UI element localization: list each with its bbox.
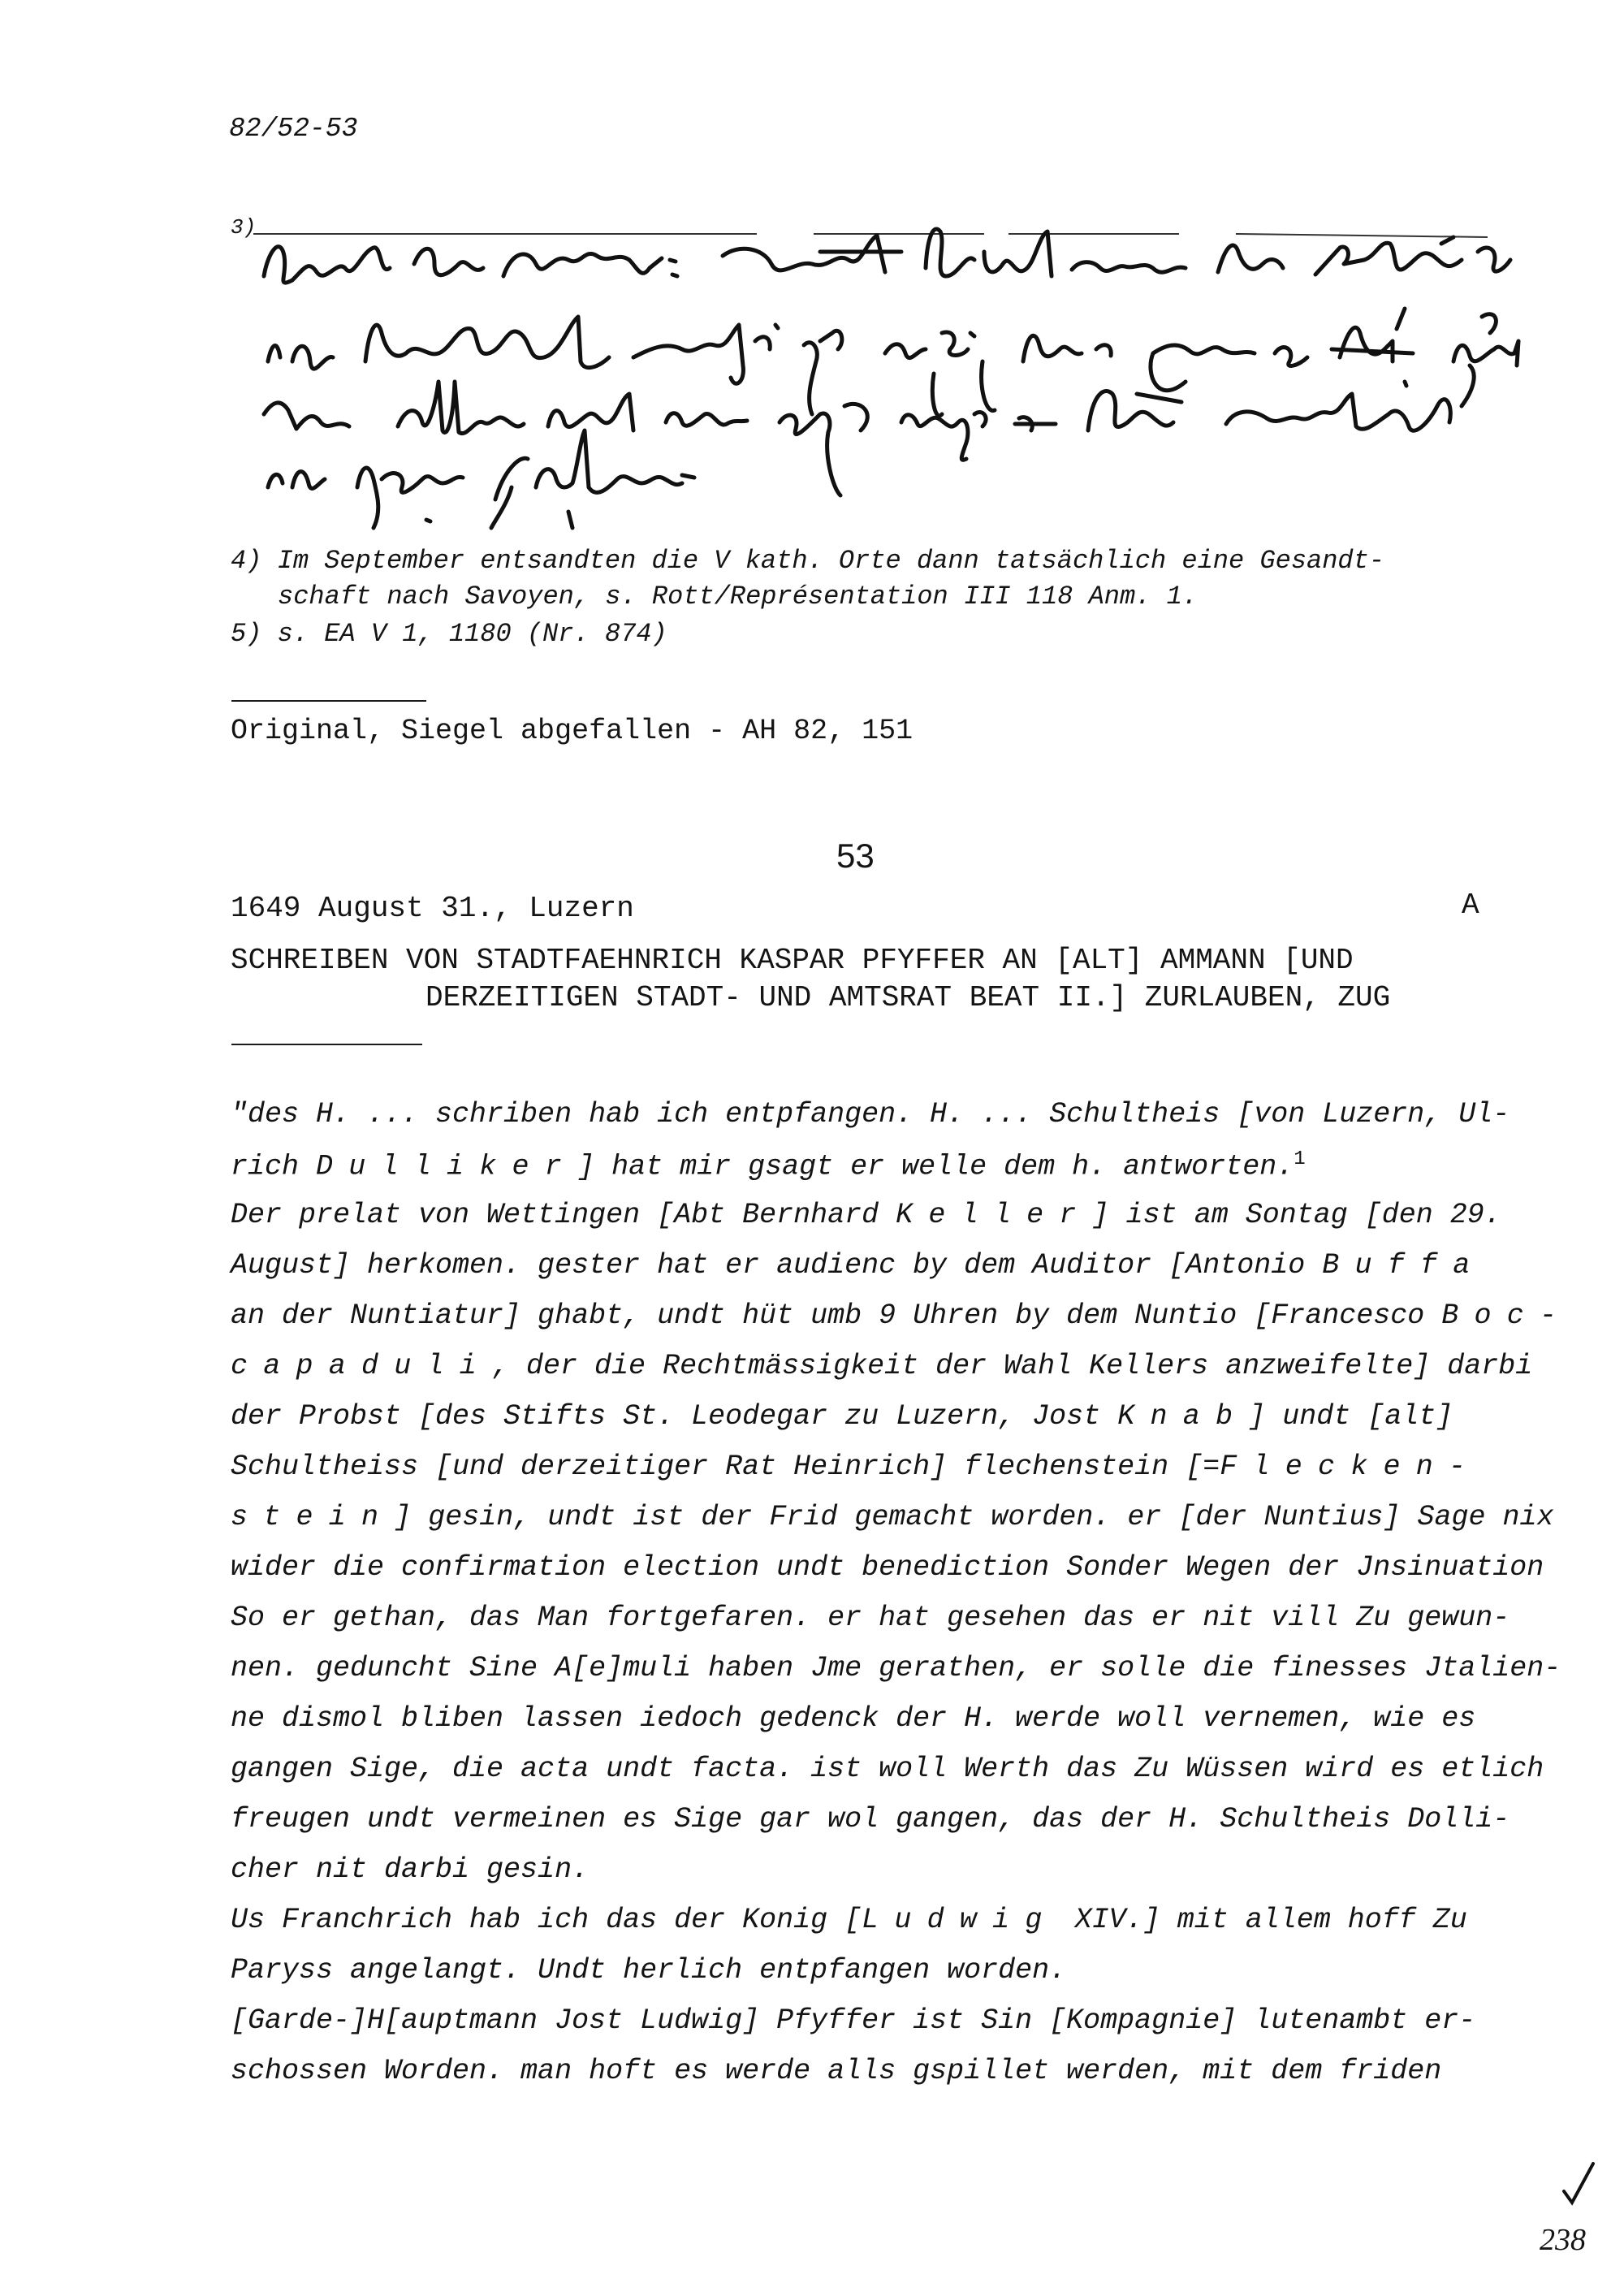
source-note: Original, Siegel abgefallen - AH 82, 151 (231, 715, 914, 747)
body-text-run: Schultheiss [und derzeitiger Rat Heinrich] flechenstein [= (231, 1451, 1220, 1483)
body-line: schossen Worden. man hoft es werde alls gspillet werden, mit dem friden (231, 2055, 1442, 2087)
body-text-run: rich (231, 1150, 317, 1183)
document-number: 53 (836, 837, 875, 875)
spaced-name: Buffa (1322, 1249, 1486, 1282)
folio-number: 238 (1540, 2223, 1586, 2257)
source-separator-rule (231, 700, 426, 702)
body-line: Paryss angelangt. Undt herlich entpfangen worden. (231, 1954, 1067, 1987)
body-separator-rule (231, 1044, 422, 1045)
body-line (231, 1249, 1486, 1282)
body-text-run: an der Nuntiatur] ghabt, undt hüt umb 9 Uhren by dem Nuntio [Francesco (231, 1299, 1442, 1332)
body-text-run: ] ist am Sontag [den 29. (1091, 1199, 1501, 1231)
body-line: cher nit darbi gesin. (231, 1853, 590, 1886)
footnote-4: 4) Im September entsandten die V kath. Orte dann tatsächlich eine Gesandt- (231, 546, 1385, 576)
reference-code: 82/52-53 (229, 114, 358, 144)
body-line: wider die confirmation election undt benediction Sonder Wegen der Jnsinuation (231, 1551, 1544, 1584)
body-text-run: ] hat mir gsagt er welle dem h. antworten. (577, 1150, 1294, 1183)
body-text-run: ] undt [alt] (1248, 1400, 1453, 1433)
body-text-run: , der die Rechtmässigkeit der Wahl Kellers anzweifelte] darbi (492, 1350, 1533, 1382)
document-date-place: 1649 August 31., Luzern (231, 892, 634, 925)
footnote-4-continuation: schaft nach Savoyen, s. Rott/Représentation III 118 Anm. 1. (278, 582, 1198, 612)
body-line (231, 1350, 1532, 1382)
spaced-name: Dulliker (316, 1150, 578, 1183)
document-grade: A (1462, 889, 1479, 922)
document-heading-line-1: SCHREIBEN VON STADTFAEHNRICH KASPAR PFYFFER AN [ALT] AMMANN [UND (231, 944, 1354, 977)
spaced-name: capaduli (231, 1350, 493, 1382)
handwritten-note-facsimile (260, 219, 1527, 540)
spaced-name: stein (231, 1501, 395, 1533)
body-line (231, 1199, 1501, 1231)
spaced-name: Ludwig (862, 1904, 1058, 1936)
body-line: freugen undt vermeinen es Sige gar wol gangen, das der H. Schultheis Dolli- (231, 1803, 1510, 1835)
body-line: [Garde-]H[auptmann Jost Ludwig] Pfyffer ist Sin [Kompagnie] lutenambt er- (231, 2004, 1476, 2037)
body-line: gangen Sige, die acta undt facta. ist woll Werth das Zu Wüssen wird es etlich (231, 1753, 1544, 1785)
body-line: "des H. ... schriben hab ich entpfangen. H. ... Schultheis [von Luzern, Ul- (231, 1098, 1510, 1131)
body-text-run: Us Franchrich hab ich das der Konig [ (231, 1904, 862, 1936)
body-text-run: Der prelat von Wettingen [Abt Bernhard (231, 1199, 896, 1231)
spaced-name: Keller (896, 1199, 1092, 1231)
body-line: nen. geduncht Sine A[e]muli haben Jme gerathen, er solle die finesses Jtalien- (231, 1652, 1561, 1684)
body-line (231, 1148, 1306, 1183)
body-text-run: der Probst [des Stifts St. Leodegar zu Luzern, Jost (231, 1400, 1118, 1433)
body-line (231, 1299, 1572, 1332)
check-mark-icon (1557, 2160, 1598, 2209)
body-line: So er gethan, das Man fortgefaren. er hat gesehen das er nit vill Zu gewun- (231, 1602, 1510, 1634)
spaced-name: Flecken- (1220, 1451, 1482, 1483)
handwritten-note-label: 3) (231, 215, 257, 240)
document-heading-line-2: DERZEITIGEN STADT- UND AMTSRAT BEAT II.] ZURLAUBEN, ZUG (425, 981, 1391, 1014)
spaced-name: Boc- (1441, 1299, 1573, 1332)
spaced-name: Knab (1117, 1400, 1249, 1433)
footnote-ref: 1 (1294, 1148, 1306, 1170)
body-line (231, 1400, 1453, 1433)
body-line (231, 1501, 1554, 1533)
body-line (231, 1904, 1467, 1936)
body-text-run: August] herkomen. gester hat er audienc by dem Auditor [Antonio (231, 1249, 1323, 1282)
body-text-run: XIV.] mit allem hoff Zu (1057, 1904, 1467, 1936)
body-line (231, 1451, 1481, 1483)
footnote-5: 5) s. EA V 1, 1180 (Nr. 874) (231, 619, 667, 649)
body-text-run: ] gesin, undt ist der Frid gemacht worden. er [der Nuntius] Sage nix (394, 1501, 1554, 1533)
body-line: ne dismol bliben lassen iedoch gedenck der H. werde woll vernemen, wie es (231, 1702, 1476, 1735)
